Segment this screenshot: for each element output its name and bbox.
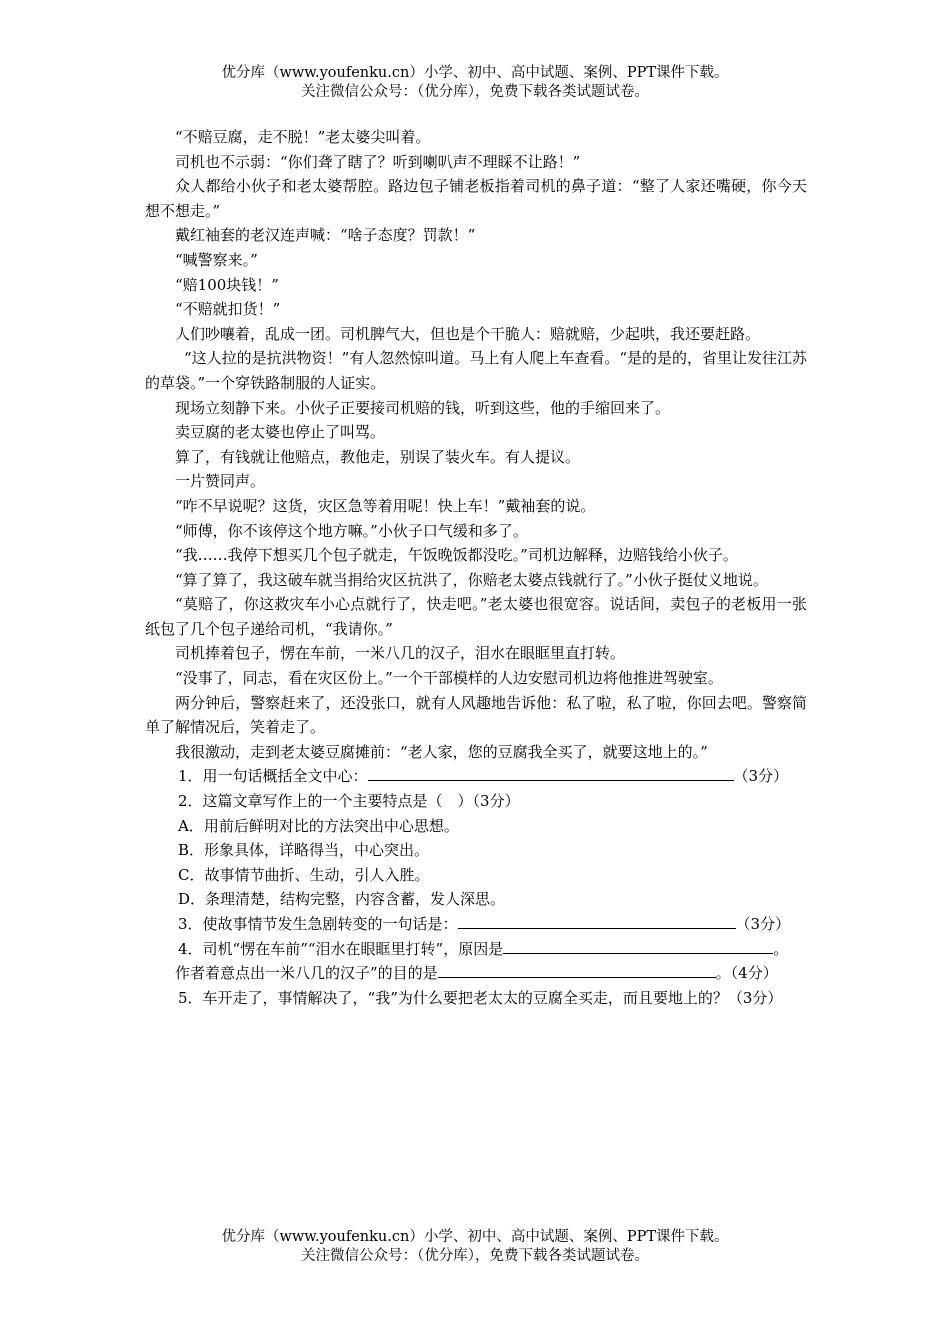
paragraph: “莫赔了，你这救灾车小心点就行了，快走吧。”老太婆也很宽容。说话间，卖包子的老板用一张纸包了几个包子递给司机，“我请你。” bbox=[145, 595, 807, 638]
question-2: 2．这篇文章写作上的一个主要特点是（ ）（3分） bbox=[178, 792, 520, 811]
header-line-1: 优分库（www.youfenku.cn）小学、初中、高中试题、案例、PPT课件下载。 bbox=[221, 65, 729, 81]
paragraph: “算了算了，我这破车就当捐给灾区抗洪了，你赔老太婆点钱就行了。”小伙子挺仗义地说。 bbox=[175, 570, 768, 589]
option-d: D．条理清楚，结构完整，内容含蓄，发人深思。 bbox=[178, 890, 506, 909]
paragraph: “不赔豆腐，走不脱！”老太婆尖叫着。 bbox=[175, 128, 431, 146]
paragraph: 众人都给小伙子和老太婆帮腔。路边包子铺老板指着司机的鼻子道：“整了人家还嘴硬，你今天想不想走。” bbox=[145, 177, 807, 220]
question-4 bbox=[145, 937, 807, 962]
paragraph: 司机捧着包子，愣在车前，一米八几的汉子，泪水在眼眶里直打转。 bbox=[175, 644, 626, 663]
answer-blank-3[interactable] bbox=[458, 914, 736, 929]
page-header bbox=[0, 64, 950, 102]
paragraph: 卖豆腐的老太婆也停止了叫骂。 bbox=[175, 423, 386, 442]
paragraph: 一片赞同声。 bbox=[175, 472, 266, 491]
document-body bbox=[145, 125, 807, 1010]
paragraph: “赔100块钱！” bbox=[175, 275, 279, 294]
question-4b-text: 作者着意点出一米八几的汉子”的目的是 bbox=[175, 964, 438, 983]
paragraph: “喊警察来。” bbox=[175, 250, 258, 269]
header-line-2: 关注微信公众号：（优分库），免费下载各类试题试卷。 bbox=[301, 84, 649, 100]
question-4-end: 。 bbox=[773, 939, 789, 958]
paragraph: “师傅，你不该停这个地方嘛。”小伙子口气缓和多了。 bbox=[175, 521, 528, 540]
footer-line-1: 优分库（www.youfenku.cn）小学、初中、高中试题、案例、PPT课件下载。 bbox=[221, 1229, 729, 1245]
option-a: A．用前后鲜明对比的方法突出中心思想。 bbox=[178, 816, 459, 835]
question-4-text: 4．司机“愣在车前”“泪水在眼眶里打转”，原因是 bbox=[178, 939, 504, 958]
paragraph: 算了，有钱就让他赔点，教他走，别误了装火车。有人提议。 bbox=[175, 447, 581, 466]
answer-blank-4-cont[interactable] bbox=[735, 939, 773, 954]
paragraph: 人们吵嚷着，乱成一团。司机脾气大，但也是个干脆人：赔就赔，少起哄，我还要赶路。 bbox=[175, 324, 761, 343]
paragraph: “没事了，同志，看在灾区份上。”一个干部模样的人边安慰司机边将他推进驾驶室。 bbox=[175, 669, 723, 688]
question-4b-score: 。（4分） bbox=[715, 964, 778, 983]
paragraph: 戴红袖套的老汉连声喊：“啥子态度？罚款！” bbox=[175, 226, 476, 245]
question-1-score: （3分） bbox=[733, 767, 789, 786]
paragraph: “不赔就扣货！” bbox=[175, 300, 281, 319]
option-c: C．故事情节曲折、生动，引人入胜。 bbox=[178, 865, 430, 884]
page-footer bbox=[0, 1228, 950, 1266]
question-1 bbox=[145, 764, 807, 789]
option-b: B．形象具体，详略得当，中心突出。 bbox=[178, 841, 430, 860]
question-3-text: 3．使故事情节发生急剧转变的一句话是： bbox=[178, 915, 458, 933]
footer-line-2: 关注微信公众号：（优分库），免费下载各类试题试卷。 bbox=[301, 1248, 649, 1264]
answer-blank-4[interactable] bbox=[503, 939, 735, 954]
paragraph: 现场立刻静下来。小伙子正要接司机赔的钱，听到这些，他的手缩回来了。 bbox=[175, 398, 671, 417]
question-1-text: 1．用一句话概括全文中心： bbox=[178, 767, 368, 786]
paragraph: 司机也不示弱：“你们聋了瞎了？听到喇叭声不理睬不让路！” bbox=[175, 152, 581, 171]
paragraph: 两分钟后，警察赶来了，还没张口，就有人风趣地告诉他：私了啦，私了啦，你回去吧。警察简单了解情况后，笑着走了。 bbox=[145, 693, 807, 737]
question-3-score: （3分） bbox=[735, 915, 791, 933]
question-5: 5．车开走了，事情解决了，“我”为什么要把老太太的豆腐全买走，而且要地上的？（3分） bbox=[178, 988, 783, 1007]
question-3 bbox=[145, 912, 807, 937]
paragraph: “咋不早说呢？这货，灾区急等着用呢！快上车！”戴袖套的说。 bbox=[175, 496, 596, 515]
paragraph: 我很激动，走到老太婆豆腐摊前：“老人家，您的豆腐我全买了，就要这地上的。” bbox=[175, 742, 708, 761]
question-4b bbox=[145, 961, 807, 986]
paragraph: “我……我停下想买几个包子就走，午饭晚饭都没吃。”司机边解释，边赔钱给小伙子。 bbox=[175, 546, 738, 565]
answer-blank-4b[interactable] bbox=[438, 963, 716, 978]
paragraph: “这人拉的是抗洪物资！”有人忽然惊叫道。马上有人爬上车查看。“是的是的，省里让发往江苏的草袋。”一个穿铁路制服的人证实。 bbox=[145, 349, 808, 392]
answer-blank-1[interactable] bbox=[368, 766, 734, 781]
